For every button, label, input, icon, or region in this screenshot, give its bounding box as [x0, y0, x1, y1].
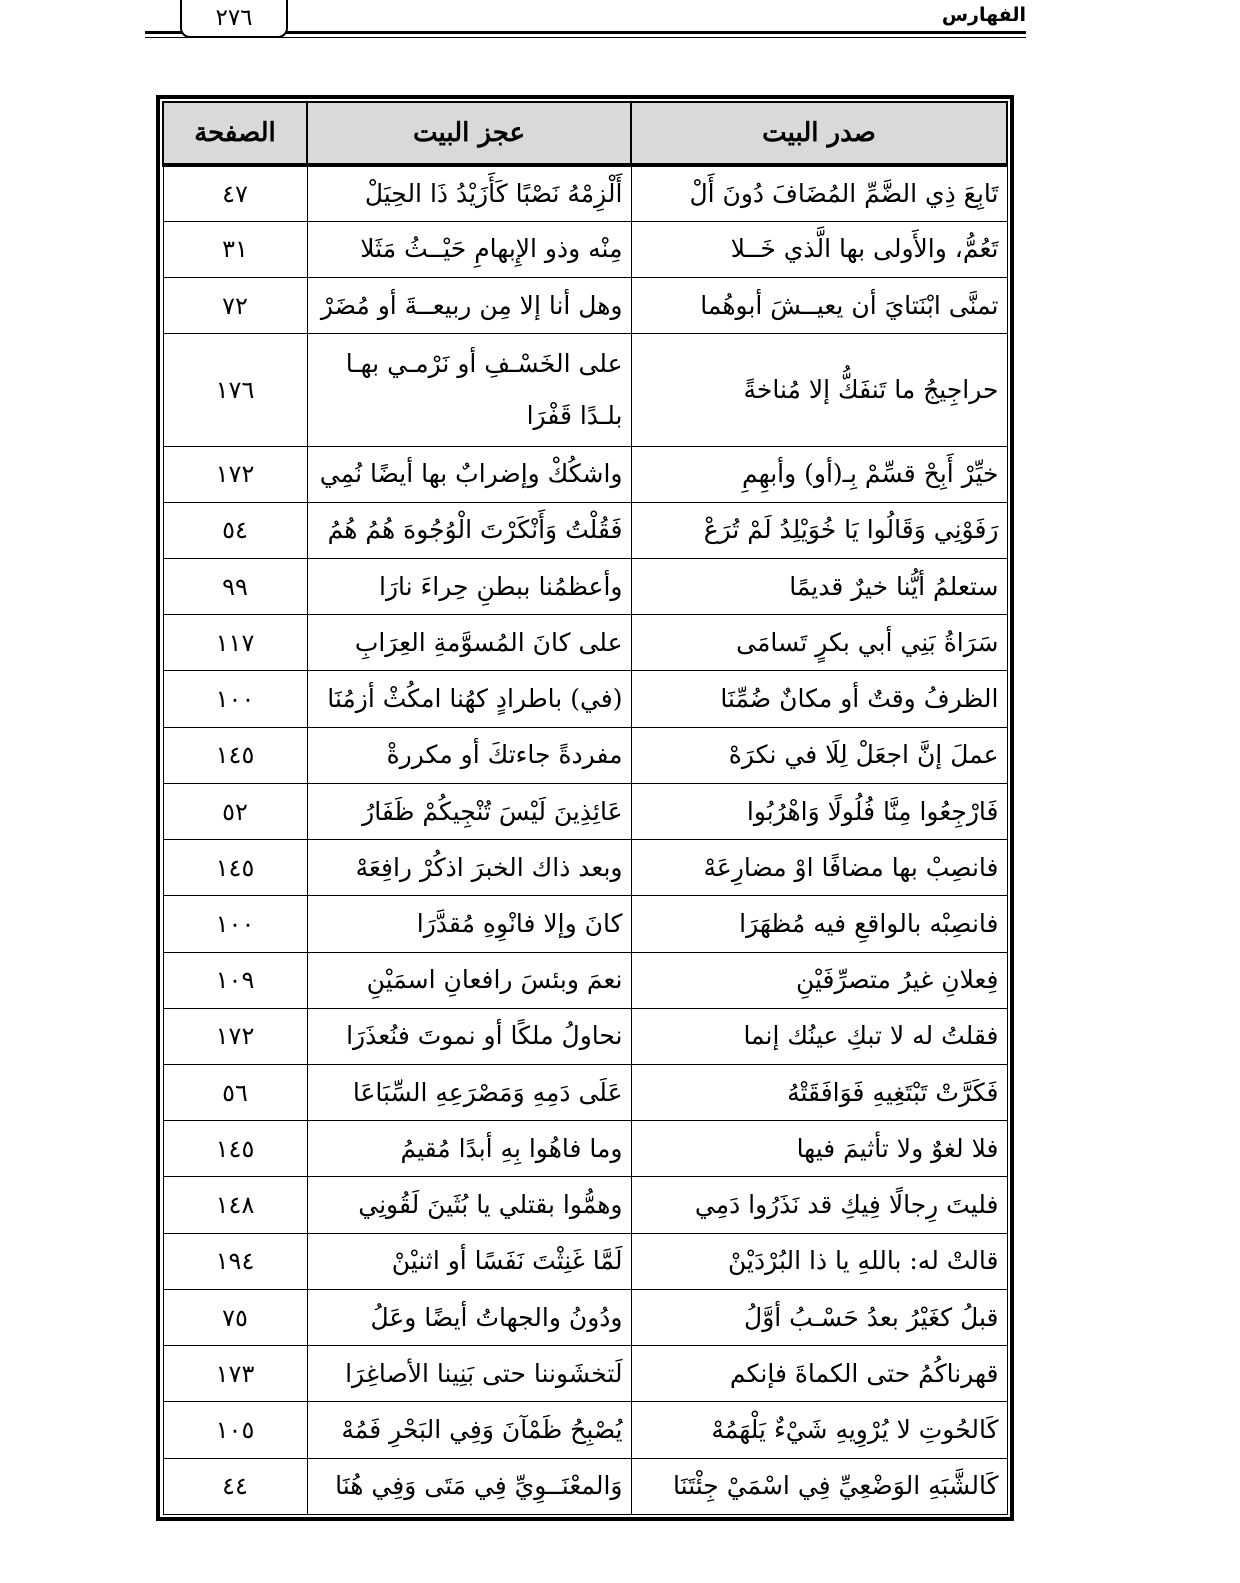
verse-first-hemistich: قبلُ كغَيْرُ بعدُ حَسْـبُ أوَّلُ: [631, 1289, 1007, 1345]
page-reference: ١٤٥: [163, 840, 307, 896]
verse-second-hemistich: لَتخشَوننا حتى بَنِينا الأصاغِرَا: [307, 1346, 631, 1402]
table-row: [163, 1458, 1007, 1514]
verse-first-hemistich: فلا لغوٌ ولا تأثيمَ فيها: [631, 1121, 1007, 1177]
table-row: [163, 896, 1007, 952]
verse-second-hemistich: نحاولُ ملكًا أو نموتَ فنُعذَرَا: [307, 1008, 631, 1064]
page-reference: ٣١: [163, 221, 307, 277]
verse-second-hemistich: وهل أنا إلا مِن ربيعــةَ أو مُضَرْ: [307, 277, 631, 333]
table-row: [163, 559, 1007, 615]
table-row: [163, 1289, 1007, 1345]
table-row: [163, 1121, 1007, 1177]
verse-index-table-frame: [156, 95, 1014, 1521]
page-reference: ١٠٥: [163, 1402, 307, 1458]
verse-first-hemistich: قهرناكُمُ حتى الكماةَ فإنكم: [631, 1346, 1007, 1402]
column-header-sadr: صدر البيت: [631, 102, 1007, 165]
verse-first-hemistich: قالتْ له: باللهِ يا ذا البُرْدَيْنْ: [631, 1233, 1007, 1289]
page-reference: ٥٢: [163, 783, 307, 839]
verse-first-hemistich: فانصِبْ بها مضافًا اوْ مضارِعَهْ: [631, 840, 1007, 896]
table-row: [163, 1008, 1007, 1064]
verse-second-hemistich: لَمَّا غَنِثْتَ نَفَسًا أو اثنيْنْ: [307, 1233, 631, 1289]
column-header-page: الصفحة: [163, 102, 307, 165]
page-reference: ١٧٢: [163, 446, 307, 502]
table-row: [163, 221, 1007, 277]
verse-first-hemistich: فليتَ رِجالًا فِيكِ قد نَذَرُوا دَمِي: [631, 1177, 1007, 1233]
page-number: ٢٧٦: [180, 0, 288, 38]
verse-index-table: [162, 101, 1008, 1515]
verse-second-hemistich: مِنْه وذو الإِبهامِ حَيْــثُ مَثَلا: [307, 221, 631, 277]
verse-first-hemistich: سَرَاةُ بَنِي أبي بكرٍ تَسامَى: [631, 615, 1007, 671]
page-reference: ٥٤: [163, 502, 307, 558]
page-reference: ٤٤: [163, 1458, 307, 1514]
verse-first-hemistich: فِعلانِ غيرُ متصرِّفَيْنِ: [631, 952, 1007, 1008]
table-row: [163, 334, 1007, 446]
table-row: [163, 446, 1007, 502]
page-reference: ١٠٩: [163, 952, 307, 1008]
page-reference: ١٧٢: [163, 1008, 307, 1064]
table-row: [163, 727, 1007, 783]
page-reference: ١٠٠: [163, 671, 307, 727]
page-reference: ١٧٦: [163, 334, 307, 446]
verse-second-hemistich: عَائِذِينَ لَيْسَ تُنْجِيكُمْ ظَفَارُ: [307, 783, 631, 839]
verse-first-hemistich: كَالحُوتِ لا يُرْوِيهِ شَيْءٌ يَلْهَمُهْ: [631, 1402, 1007, 1458]
verse-first-hemistich: فَارْجِعُوا مِنَّا فُلُولًا وَاهْرُبُوا: [631, 783, 1007, 839]
table-row: [163, 671, 1007, 727]
verse-second-hemistich: وَالمعْنَــوِيِّ فِي مَتَى وَفِي هُنَا: [307, 1458, 631, 1514]
verse-second-hemistich: (في) باطرادٍ كهُنا امكُثْ أزمُنَا: [307, 671, 631, 727]
column-header-ajuz: عجز البيت: [307, 102, 631, 165]
page-reference: ١٠٠: [163, 896, 307, 952]
verse-first-hemistich: خيِّرْ أَبِحْ قسِّمْ بِـ(أو) وأبهِمِ: [631, 446, 1007, 502]
page-reference: ١٧٣: [163, 1346, 307, 1402]
page-reference: ١٤٨: [163, 1177, 307, 1233]
page-reference: ١٤٥: [163, 727, 307, 783]
verse-first-hemistich: ستعلمُ أيُّنا خيرٌ قديمًا: [631, 559, 1007, 615]
verse-second-hemistich: كانَ وإلا فانْوِهِ مُقدَّرَا: [307, 896, 631, 952]
table-header-row: [163, 102, 1007, 165]
verse-first-hemistich: رَفَوْنِي وَقَالُوا يَا خُوَيْلِدُ لَمْ تُرَعْ: [631, 502, 1007, 558]
table-row: [163, 165, 1007, 221]
verse-second-hemistich: أَلْزِمْهُ نَصْبًا كَأَزَيْدُ ذَا الحِيَلْ: [307, 165, 631, 221]
table-row: [163, 277, 1007, 333]
table-row: [163, 502, 1007, 558]
verse-second-hemistich: وأعظمُنا ببطنِ حِراءَ نارَا: [307, 559, 631, 615]
verse-second-hemistich: ودُونُ والجهاتُ أيضًا وعَلُ: [307, 1289, 631, 1345]
table-row: [163, 952, 1007, 1008]
verse-second-hemistich: على الخَسْـفِ أو نَرْمـي بهـا بلـدًا قَفْرَا: [307, 334, 631, 446]
verse-first-hemistich: حراجِيجُ ما تَنفَكُّ إلا مُناخةً: [631, 334, 1007, 446]
verse-first-hemistich: تَابِعَ ذِي الضَّمِّ المُضَافَ دُونَ أَلْ: [631, 165, 1007, 221]
section-title: الفهارس: [941, 4, 1026, 26]
verse-second-hemistich: وما فاهُوا بِهِ أبدًا مُقيمُ: [307, 1121, 631, 1177]
verse-second-hemistich: وهمُّوا بقتلي يا بُثَينَ لَقُونِي: [307, 1177, 631, 1233]
page-reference: ١٩٤: [163, 1233, 307, 1289]
page-reference: ٧٢: [163, 277, 307, 333]
verse-second-hemistich: على كانَ المُسوَّمةِ العِرَابِ: [307, 615, 631, 671]
verse-second-hemistich: فَقُلْتُ وَأَنْكَرْتَ الْوُجُوهَ هُمُ هُمُ: [307, 502, 631, 558]
page-reference: ٤٧: [163, 165, 307, 221]
table-row: [163, 1402, 1007, 1458]
page-reference: ١٤٥: [163, 1121, 307, 1177]
verse-first-hemistich: فَكَرَّتْ تَبْتَغِيهِ فَوَافَقَتْهُ: [631, 1065, 1007, 1121]
page-reference: ٧٥: [163, 1289, 307, 1345]
table-row: [163, 1233, 1007, 1289]
page-reference: ٩٩: [163, 559, 307, 615]
table-row: [163, 1346, 1007, 1402]
verse-first-hemistich: عملَ إنَّ اجعَلْ لِلَا في نكرَهْ: [631, 727, 1007, 783]
table-row: [163, 783, 1007, 839]
verse-second-hemistich: عَلَى دَمِهِ وَمَصْرَعِهِ السِّبَاعَا: [307, 1065, 631, 1121]
table-row: [163, 1177, 1007, 1233]
verse-first-hemistich: الظرفُ وقتٌ أو مكانٌ ضُمِّنَا: [631, 671, 1007, 727]
verse-first-hemistich: تَعُمُّ، والأَولى بها الَّذي خَــلا: [631, 221, 1007, 277]
verse-first-hemistich: فقلتُ له لا تبكِ عينُك إنما: [631, 1008, 1007, 1064]
page-reference: ١١٧: [163, 615, 307, 671]
verse-second-hemistich: وبعد ذاك الخبرَ اذكُرْ رافِعَهْ: [307, 840, 631, 896]
table-row: [163, 615, 1007, 671]
verse-first-hemistich: فانصِبْه بالواقعِ فيه مُظهَرَا: [631, 896, 1007, 952]
verse-second-hemistich: مفردةً جاءتكَ أو مكررةْ: [307, 727, 631, 783]
verse-second-hemistich: يُصْبِحُ ظَمْآنَ وَفِي البَحْرِ فَمُهْ: [307, 1402, 631, 1458]
verse-second-hemistich: واشكُكْ وإضرابٌ بها أيضًا نُمِي: [307, 446, 631, 502]
verse-first-hemistich: كَالشَّبَهِ الوَضْعِيِّ فِي اسْمَيْ جِئْتَنَا: [631, 1458, 1007, 1514]
table-row: [163, 1065, 1007, 1121]
verse-first-hemistich: تمنَّى ابْنَتايَ أن يعيــشَ أبوهُما: [631, 277, 1007, 333]
table-row: [163, 840, 1007, 896]
verse-second-hemistich: نعمَ وبئسَ رافعانِ اسمَيْنِ: [307, 952, 631, 1008]
page-reference: ٥٦: [163, 1065, 307, 1121]
